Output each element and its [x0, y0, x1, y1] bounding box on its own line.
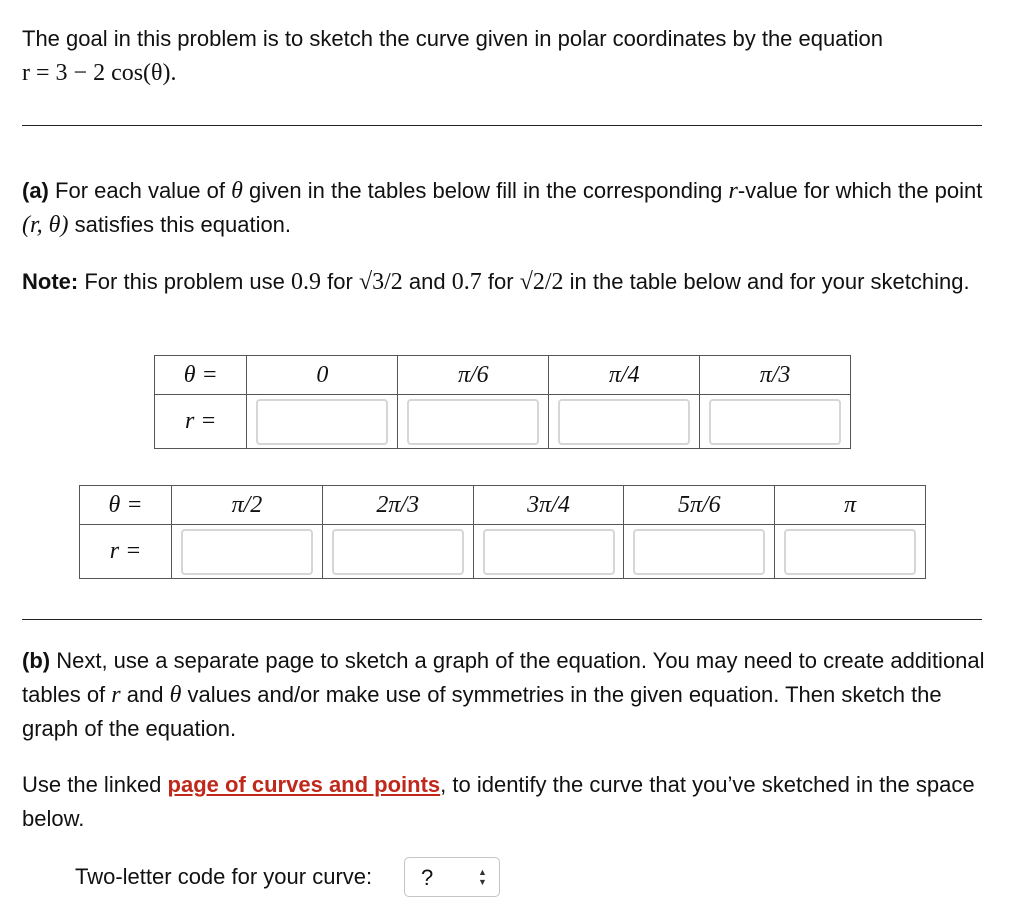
part-b-label: (b)	[22, 648, 51, 673]
link-instructions	[22, 768, 992, 836]
curve-code-select[interactable]	[404, 857, 500, 897]
sqrt-expression: √2/2	[519, 269, 564, 295]
r-row-label: r =	[80, 525, 172, 579]
part-b-instructions	[22, 644, 992, 746]
theta-row-label: θ =	[80, 486, 172, 525]
part-a-text: satisfies this equation.	[74, 212, 292, 237]
note	[22, 265, 992, 299]
note-text: and	[408, 269, 446, 294]
value-table-2	[79, 485, 926, 579]
r-input[interactable]	[407, 399, 539, 445]
r-cell	[624, 525, 775, 579]
divider	[22, 125, 982, 126]
r-input[interactable]	[558, 399, 690, 445]
theta-symbol: θ	[231, 178, 243, 204]
note-label: Note:	[22, 269, 79, 294]
r-cell	[775, 525, 926, 579]
r-cell	[172, 525, 323, 579]
r-input[interactable]	[483, 529, 615, 575]
r-cell	[398, 395, 549, 449]
intro-equation: r = 3 − 2 cos(θ).	[22, 60, 177, 86]
part-a-text: For each value of	[55, 178, 225, 203]
part-a-text: -value for which the point	[737, 178, 983, 203]
part-b-text: values and/or make use of symmetries in the given equation. Then sketch the graph of the equation.	[22, 682, 942, 741]
value-table-1	[154, 355, 851, 449]
r-input[interactable]	[709, 399, 841, 445]
r-input[interactable]	[784, 529, 916, 575]
angle-cell: π/2	[172, 486, 323, 525]
angle-cell: π	[775, 486, 926, 525]
r-row-label: r =	[155, 395, 247, 449]
r-symbol: r	[111, 682, 121, 708]
problem-intro	[22, 22, 992, 90]
theta-row-label: θ =	[155, 356, 247, 395]
angle-cell: 2π/3	[322, 486, 473, 525]
r-cell	[322, 525, 473, 579]
note-text: For this problem use	[84, 269, 285, 294]
intro-text: The goal in this problem is to sketch the curve given in polar coordinates by the equation	[22, 26, 883, 51]
updown-arrows-icon: ▲ ▼	[478, 867, 487, 887]
part-a-instructions	[22, 174, 992, 242]
select-value: ?	[421, 865, 434, 890]
r-input[interactable]	[633, 529, 765, 575]
sqrt-divisor: /2	[384, 269, 403, 295]
sqrt-expression: √3/2	[358, 269, 403, 295]
r-cell	[247, 395, 398, 449]
theta-symbol: θ	[169, 682, 182, 708]
angle-cell: 5π/6	[624, 486, 775, 525]
sqrt-radicand: 2	[532, 269, 545, 295]
r-input[interactable]	[332, 529, 464, 575]
sqrt-divisor: /2	[544, 269, 564, 295]
note-value: 0.7	[451, 269, 482, 295]
angle-cell: 0	[247, 356, 398, 395]
answer-label: Two-letter code for your curve:	[75, 864, 373, 889]
part-b-text: Next, use a separate page to sketch a graph of the equation. You may need to create additional tables of	[22, 648, 985, 707]
divider	[22, 619, 982, 620]
r-cell	[549, 395, 700, 449]
point-notation: (r, θ)	[22, 212, 69, 238]
note-text: in the table below and for your sketching.	[569, 269, 970, 294]
curves-page-link[interactable]: page of curves and points	[167, 772, 441, 797]
r-symbol: r	[728, 178, 738, 204]
link-text-after: , to identify the curve that you’ve sketched in the space below.	[22, 772, 975, 831]
link-text-before: Use the linked	[22, 772, 162, 797]
angle-cell: π/4	[549, 356, 700, 395]
part-a-text: given in the tables below fill in the corresponding	[249, 178, 723, 203]
angle-cell: π/6	[398, 356, 549, 395]
r-cell	[473, 525, 624, 579]
note-text: for	[327, 269, 353, 294]
r-cell	[700, 395, 851, 449]
r-input[interactable]	[256, 399, 388, 445]
sqrt-radicand: 3	[372, 269, 385, 295]
part-b-text: and	[126, 682, 164, 707]
r-input[interactable]	[181, 529, 313, 575]
note-value: 0.9	[291, 269, 321, 295]
note-text: for	[487, 269, 514, 294]
angle-cell: 3π/4	[473, 486, 624, 525]
angle-cell: π/3	[700, 356, 851, 395]
part-a-label: (a)	[22, 178, 49, 203]
